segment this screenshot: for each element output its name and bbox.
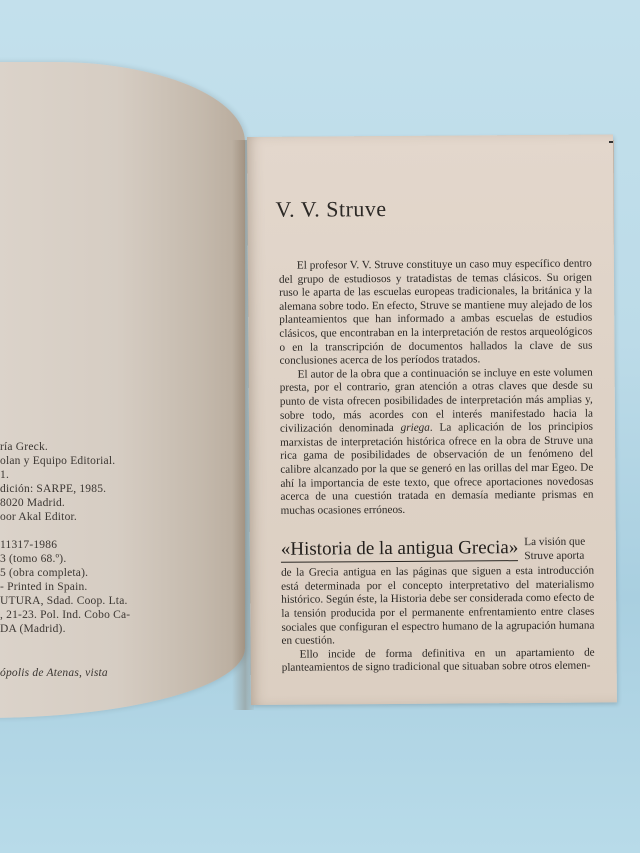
colophon-line: 8020 Madrid. (0, 497, 66, 509)
colophon-line: dición: SARPE, 1985. (0, 483, 107, 495)
colophon-gap (0, 524, 240, 538)
paragraph-2-part-a: El autor de la obra que a continuación se incluye en este volumen presta, por el contrario, gran atención a otras claves que desde su punto de vista ofrecen posibilidades de interpretación más amplias y, sobre todo, más acordes con el interés manifestado hacia la civilización denominada (279, 366, 593, 435)
intro-text (279, 258, 594, 518)
colophon-line: ría Greck. (0, 441, 48, 453)
colophon-line: 1. (0, 469, 10, 481)
page-mark (609, 141, 613, 143)
cover-caption: ópolis de Atenas, vista (0, 667, 108, 679)
colophon-line: olan y Equipo Editorial. (0, 455, 116, 467)
section-paragraph-1: de la Grecia antigua en las páginas que siguen a esta introducción está determinada por el concepto interpretativo del materialismo histórico. Según éste, la Historia debe ser considerada como efecto de la tensión producida por el permanente enfrentamiento entre clases sociales que configuran el espectro humano de la agrupación humana en cuestión. (281, 564, 595, 647)
colophon-line: - Printed in Spain. (0, 581, 88, 593)
section-heading-row (280, 535, 594, 565)
section-heading: «Historia de la antigua Grecia» (281, 538, 519, 563)
paragraph-1: El profesor V. V. Struve constituye un caso muy específico dentro del grupo de estudiosos y tratadistas de temas clásicos. Su origen ruso le aparta de las escuelas europeas tradicionales, la británica y la alemana sobre todo. En efecto, Struve se mantiene muy alejado de los planteamientos que han informado a ambas escuelas de estudios clásicos, que encontraban en la interpretación de restos arqueológicos o en la transcripción de documentos hallados la clave de sus conclusiones acerca de los períodos tratados. (278, 257, 593, 367)
section-side-text: La visión que Struve aporta (524, 535, 586, 562)
colophon-line: DA (Madrid). (0, 623, 66, 635)
section-historia (280, 535, 595, 676)
colophon-line: 3 (tomo 68.º). (0, 553, 67, 565)
colophon-line: 11317-1986 (0, 539, 58, 551)
paragraph-2-part-b: . La aplicación de los principios marxistas de interpretación histórica ofrece en la obra de Struve una rica gama de posibilidades de observación de un fenómeno del calibre alcanzado por la que se generó en las orillas del mar Egeo. De ahí la importancia de este texto, que ofrece aportaciones novedosas acerca de una cuestión tratada en demasía mediante prismas en muchas ocasiones erróneos. (280, 420, 594, 517)
colophon (0, 440, 240, 680)
section-paragraph-2: Ello incide de forma definitiva en un apartamiento de planteamientos de signo tradicional que situaban sobre otros elemen- (281, 646, 595, 675)
right-page (247, 134, 617, 705)
paragraph-2 (280, 366, 594, 518)
left-page (0, 62, 245, 718)
section-body (281, 565, 595, 676)
colophon-line: UTURA, Sdad. Coop. Lta. (0, 595, 128, 607)
chapter-title: V. V. Struve (275, 196, 387, 222)
colophon-line: , 21-23. Pol. Ind. Cobo Ca- (0, 609, 131, 621)
colophon-line: 5 (obra completa). (0, 567, 89, 579)
emphasis-griega: griega (400, 421, 430, 435)
colophon-line: oor Akal Editor. (0, 511, 77, 523)
